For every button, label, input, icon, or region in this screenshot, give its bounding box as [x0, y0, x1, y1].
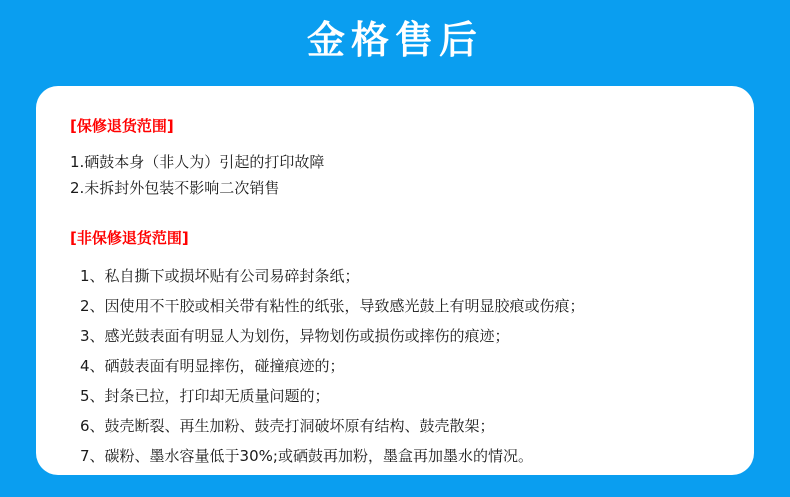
section-heading-warranty: [保修退货范围]: [70, 117, 174, 135]
list-item: 4、硒鼓表面有明显摔伤，碰撞痕迹的；: [80, 356, 345, 375]
list-item: 5、封条已拉，打印却无质量问题的；: [80, 386, 330, 405]
list-item: 7、碳粉、墨水容量低于30%;或硒鼓再加粉，墨盒再加墨水的情况。: [80, 446, 533, 465]
content-card: [36, 86, 754, 475]
list-item: 2、因使用不干胶或相关带有粘性的纸张，导致感光鼓上有明显胶痕或伤痕；: [80, 296, 585, 315]
list-item: 2.未拆封外包装不影响二次销售: [70, 179, 280, 198]
section-heading-non-warranty: [非保修退货范围]: [70, 228, 189, 247]
non-warranty-list: [70, 261, 720, 471]
list-item: 1.硒鼓本身（非人为）引起的打印故障: [70, 153, 325, 171]
list-item: 3、感光鼓表面有明显人为划伤，异物划伤或损伤或摔伤的痕迹；: [80, 326, 510, 345]
page-title: 金格售后: [306, 18, 483, 62]
list-item: 1、私自撕下或损坏贴有公司易碎封条纸；: [80, 266, 360, 285]
list-item: 6、鼓壳断裂、再生加粉、鼓壳打洞破坏原有结构、鼓壳散架；: [80, 416, 495, 435]
warranty-list: [70, 149, 720, 202]
